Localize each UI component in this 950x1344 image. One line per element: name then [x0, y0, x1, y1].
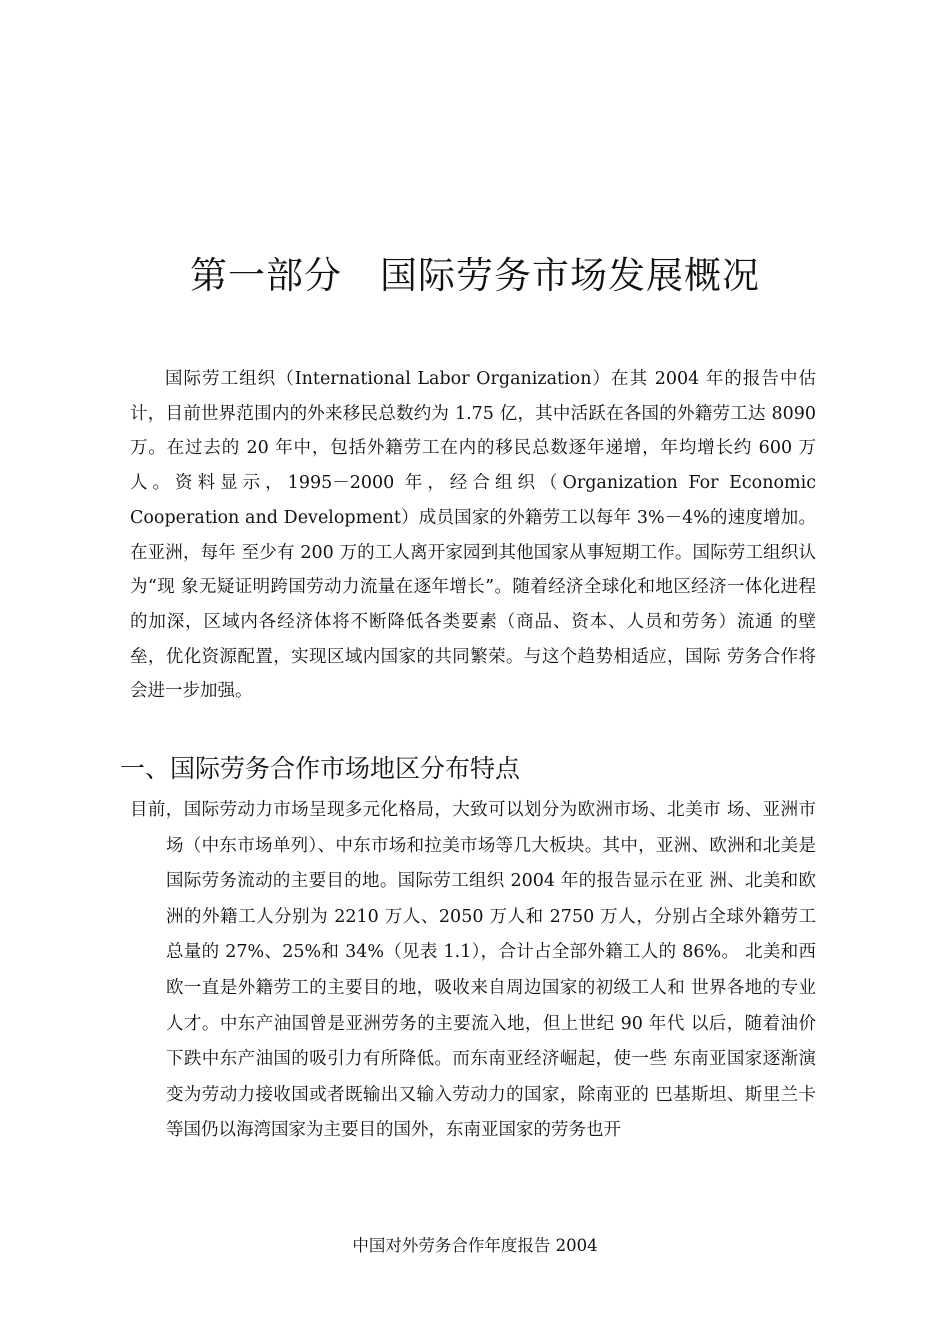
section-heading: 一、国际劳务合作市场地区分布特点 — [120, 754, 521, 783]
page-title: 第一部分 国际劳务市场发展概况 — [190, 254, 760, 297]
section-paragraph: 目前，国际劳动力市场呈现多元化格局，大致可以划分为欧洲市场、北美市 场、亚洲市场（中东市场单列）、中东市场和拉美市场等几大板块。其中，亚洲、欧洲和北美是国际劳务流动的主要目的地。国际劳工组织 2004 年的报告显示在亚 洲、北美和欧洲的外籍工人分别为 2210 万人、2050 万人和 2750 万人，分别占全球外籍劳工总量的 27%、25%和 34%（见表 1.1），合计占全部外籍工人的 86%。 北美和西欧一直是外籍劳工的主要目的地，吸收来自周边国家的初级工人和 世界各地的专业人才。中东产油国曾是亚洲劳务的主要流入地，但上世纪 90 年代 以后，随着油价下跌中东产油国的吸引力有所降低。而东南亚经济崛起，使一些 东南亚国家逐渐演变为劳动力接收国或者既输出又输入劳动力的国家，除南亚的 巴基斯坦、斯里兰卡等国仍以海湾国家为主要目的国外，东南亚国家的劳务也开 — [130, 800, 816, 1141]
page-footer: 中国对外劳务合作年度报告 2004 — [352, 1236, 598, 1255]
intro-paragraph: 国际劳工组织（International Labor Organization）在其 2004 年的报告中估计，目前世界范围内的外来移民总数约为 1.75 亿，其中活跃在各国的外籍劳工达 8090 万。在过去的 20 年中，包括外籍劳工在内的移民总数逐年递增，年均增长约 600 万人。资料显示，1995－2000 年，经合组织（Organization For Economic Cooperation and Development）成员国家的外籍劳工以每年 3%－4%的速度增加。在亚洲，每年 至少有 200 万的工人离开家园到其他国家从事短期工作。国际劳工组织认为“现 象无疑证明跨国劳动力流量在逐年增长”。随着经济全球化和地区经济一体化进程 的加深，区域内各经济体将不断降低各类要素（商品、资本、人员和劳务）流通 的壁垒，优化资源配置，实现区域内国家的共同繁荣。与这个趋势相适应，国际 劳务合作将会进一步加强。 — [130, 369, 816, 702]
